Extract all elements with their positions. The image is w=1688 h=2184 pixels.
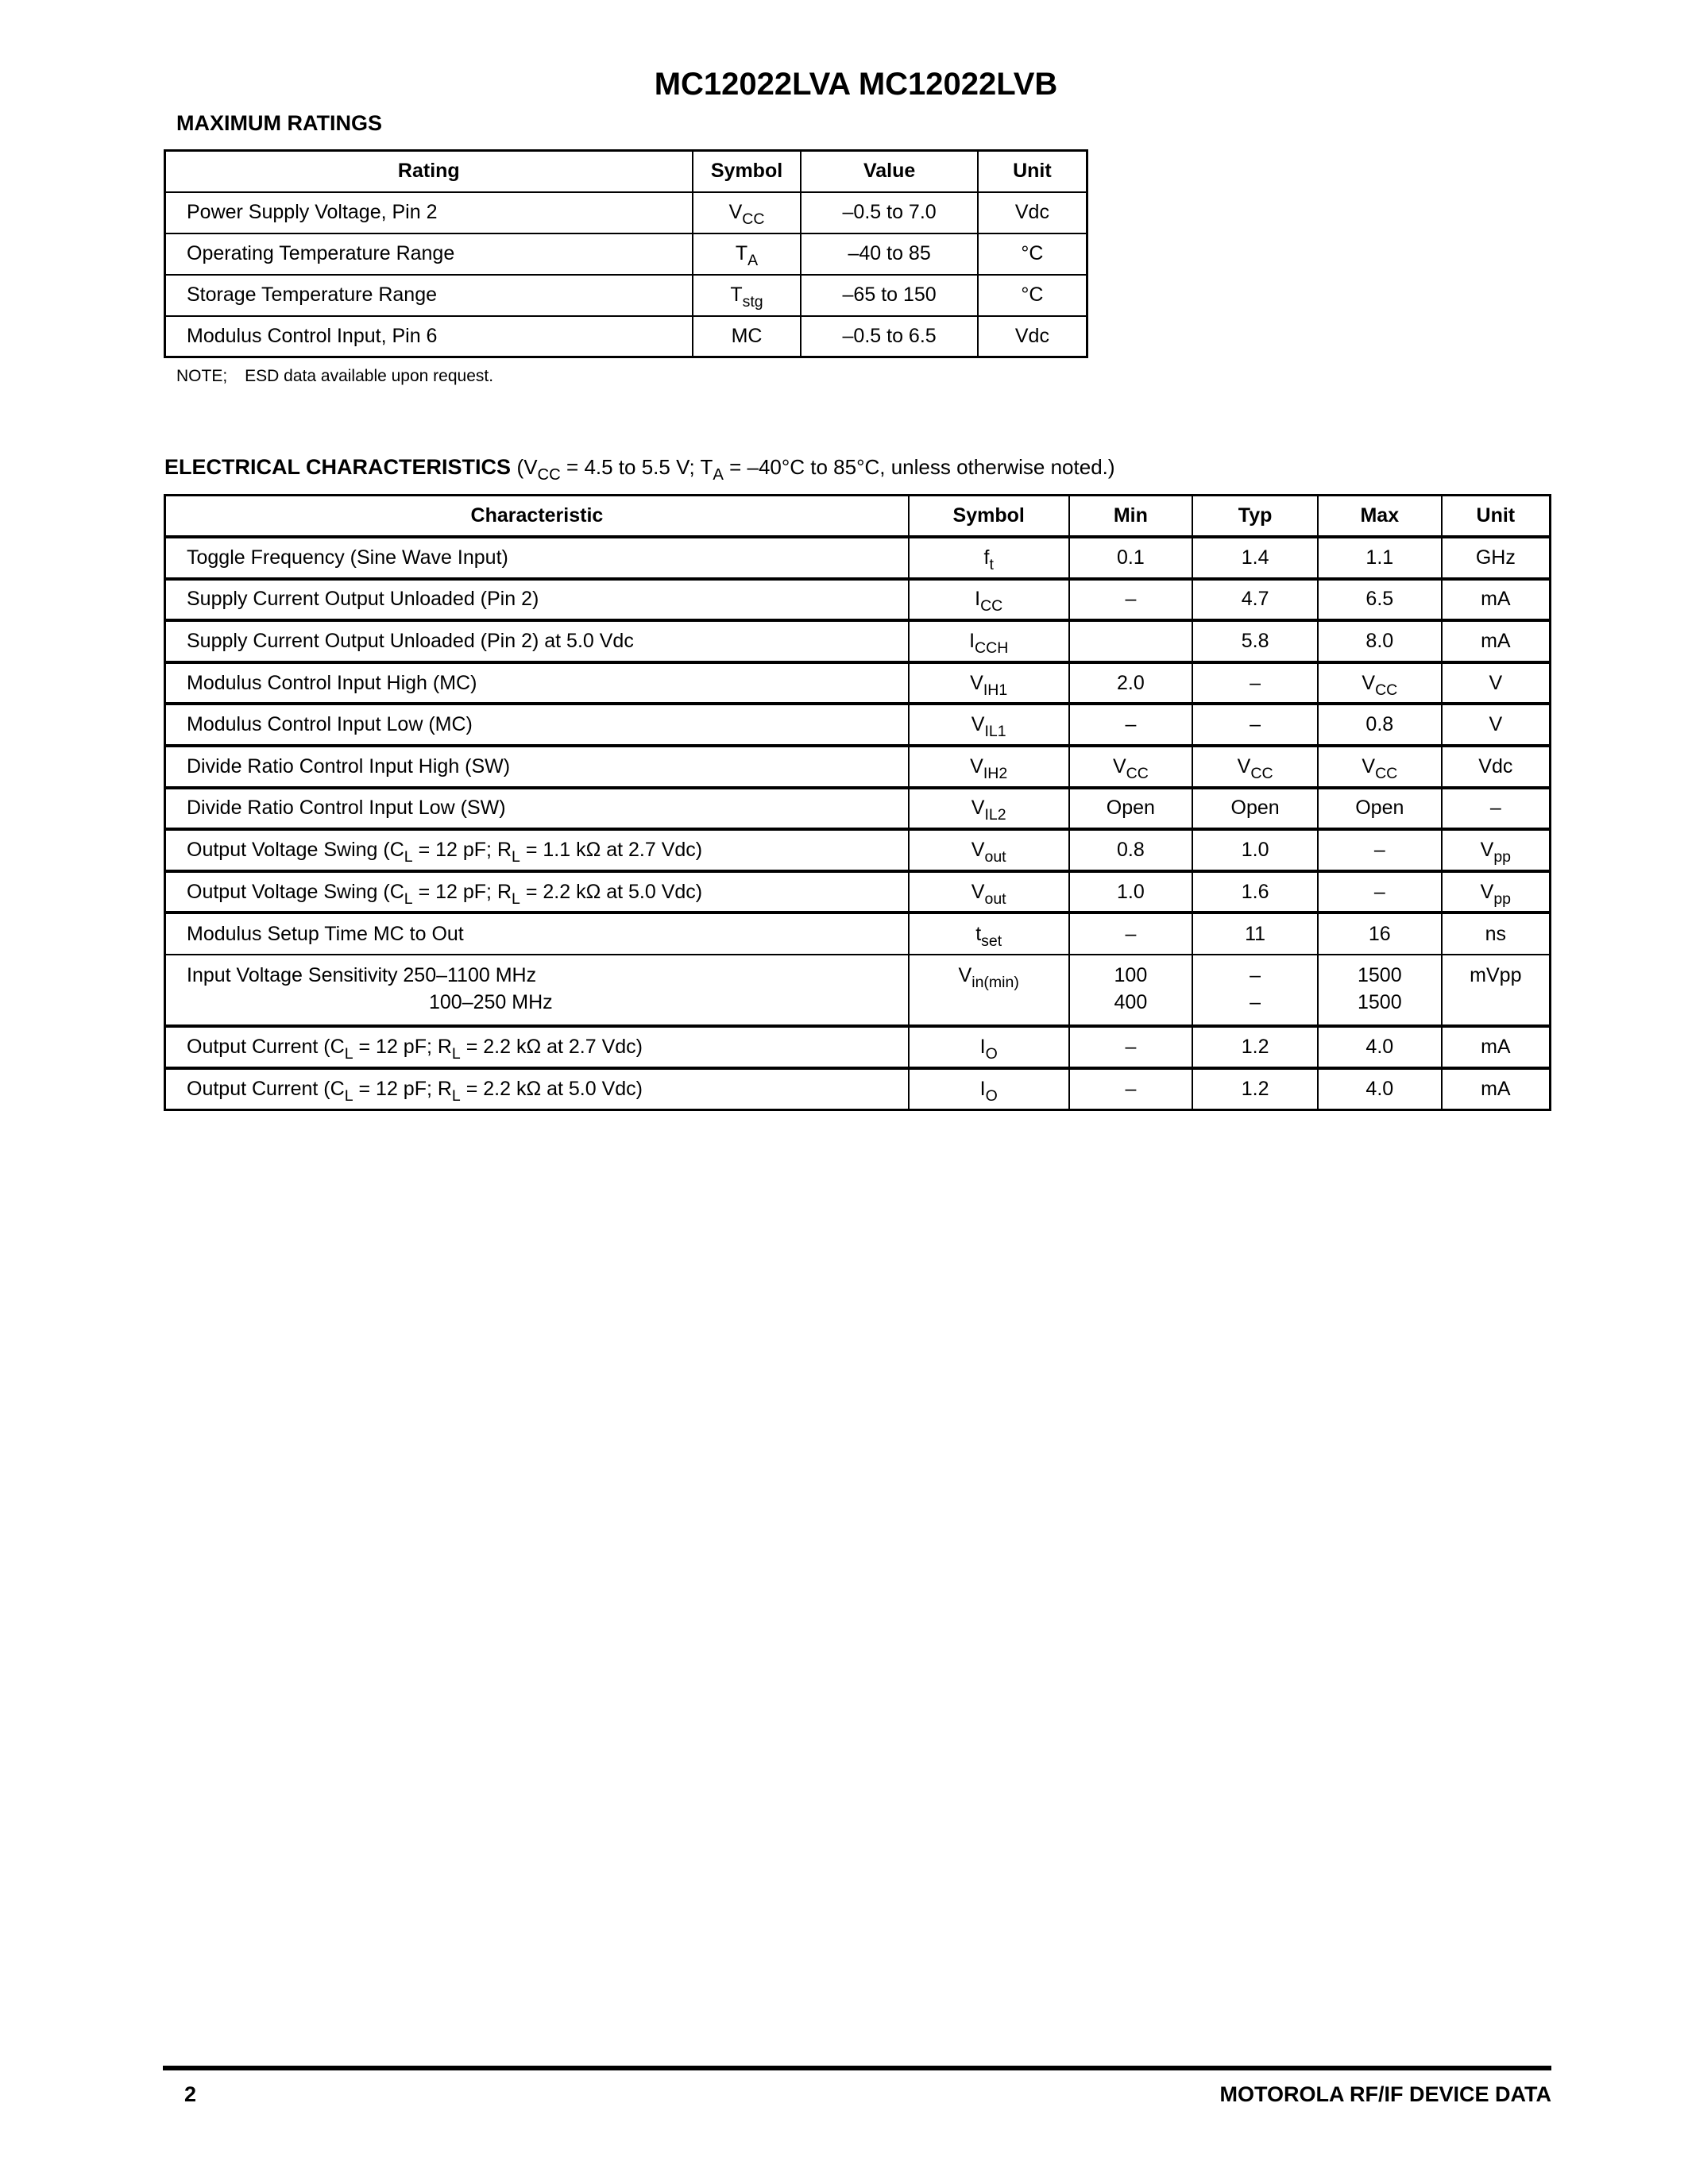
test-conditions: ($V_{CC} = 4.5$ to 5.5 V; $T_A = -40^\circ C$ to 85°C, unless otherwise noted.) — [516, 455, 1115, 484]
unit-cell: $V_{pp}$ — [1442, 871, 1551, 913]
symbol-cell: $I_O$ — [909, 1026, 1069, 1068]
rating-cell: Operating Temperature Range — [165, 233, 693, 275]
symbol-cell: $V_{IH1}$ — [909, 662, 1069, 704]
table-row — [165, 233, 1087, 275]
unit-cell: mA — [1442, 579, 1551, 621]
typ-cell: 1.6 — [1192, 871, 1318, 913]
max-ratings-heading: MAXIMUM RATINGS — [176, 111, 382, 135]
characteristic-cell: Output Voltage Swing ($C_L = 12$ pF; $R_L = 2.2$ kΩ at 5.0 Vdc) — [165, 871, 909, 913]
column-header-characteristic: Characteristic — [165, 496, 909, 538]
characteristic-cell: Output Current ($C_L = 12$ pF; $R_L = 2.2$ kΩ at 2.7 Vdc) — [165, 1026, 909, 1068]
symbol-cell: $V_{out}$ — [909, 871, 1069, 913]
table-row — [165, 316, 1087, 357]
characteristic-cell: Divide Ratio Control Input Low (SW) — [165, 788, 909, 830]
typ-cell: 5.8 — [1192, 620, 1318, 662]
column-header-symbol: Symbol — [909, 496, 1069, 538]
min-cell: Open — [1069, 788, 1193, 830]
symbol-cell: $f_t$ — [909, 537, 1069, 579]
min-cell: 0.8 — [1069, 829, 1193, 871]
characteristic-cell: Supply Current Output Unloaded (Pin 2) — [165, 579, 909, 621]
table-row — [165, 704, 1551, 746]
column-header-rating: Rating — [165, 151, 693, 192]
unit-cell: mA — [1442, 620, 1551, 662]
unit-cell: °C — [978, 275, 1087, 316]
max-cell: – — [1318, 871, 1442, 913]
value-cell: –40 to 85 — [801, 233, 977, 275]
note-text: ESD data available upon request. — [245, 367, 494, 385]
table-header-row — [165, 151, 1087, 192]
table-row — [165, 662, 1551, 704]
symbol-cell: $I_{CC}$ — [909, 579, 1069, 621]
table-row — [165, 746, 1551, 788]
table-row — [165, 1068, 1551, 1110]
unit-cell: Vdc — [1442, 746, 1551, 788]
unit-cell: $V_{pp}$ — [1442, 829, 1551, 871]
characteristic-cell: Toggle Frequency (Sine Wave Input) — [165, 537, 909, 579]
table-row — [165, 275, 1087, 316]
typ-cell: Open — [1192, 788, 1318, 830]
unit-cell: V — [1442, 704, 1551, 746]
symbol-cell: $V_{IL2}$ — [909, 788, 1069, 830]
rating-cell: Storage Temperature Range — [165, 275, 693, 316]
symbol-cell: $T_A$ — [693, 233, 802, 275]
min-cell: – — [1069, 1068, 1193, 1110]
min-cell: – — [1069, 913, 1193, 955]
table-row — [165, 1026, 1551, 1068]
unit-cell: ns — [1442, 913, 1551, 955]
unit-cell: Vdc — [978, 192, 1087, 233]
characteristic-cell: Input Voltage Sensitivity 250–1100 MHz 100–250 MHz — [165, 955, 909, 1026]
min-cell: 2.0 — [1069, 662, 1193, 704]
table-row — [165, 620, 1551, 662]
column-header-symbol: Symbol — [693, 151, 802, 192]
characteristic-cell: Modulus Control Input Low (MC) — [165, 704, 909, 746]
unit-cell: mVpp — [1442, 955, 1551, 1026]
characteristic-cell: Supply Current Output Unloaded (Pin 2) at 5.0 Vdc — [165, 620, 909, 662]
page-number: 2 — [184, 2082, 197, 2106]
table-row — [165, 579, 1551, 621]
esd-note — [176, 367, 493, 386]
characteristic-cell: Output Current ($C_L = 12$ pF; $R_L = 2.2$ kΩ at 5.0 Vdc) — [165, 1068, 909, 1110]
max-cell: 16 — [1318, 913, 1442, 955]
unit-cell: Vdc — [978, 316, 1087, 357]
max-cell: 4.0 — [1318, 1068, 1442, 1110]
characteristic-cell: Divide Ratio Control Input High (SW) — [165, 746, 909, 788]
min-cell: $V_{CC}$ — [1069, 746, 1193, 788]
max-cell: Open — [1318, 788, 1442, 830]
electrical-characteristics-table — [164, 494, 1551, 1111]
min-cell: 1.0 — [1069, 871, 1193, 913]
unit-cell: °C — [978, 233, 1087, 275]
unit-cell: – — [1442, 788, 1551, 830]
max-cell: 1500 1500 — [1318, 955, 1442, 1026]
table-header-row — [165, 496, 1551, 538]
typ-cell: $V_{CC}$ — [1192, 746, 1318, 788]
max-cell: 8.0 — [1318, 620, 1442, 662]
column-header-unit: Unit — [978, 151, 1087, 192]
footer-divider — [163, 2066, 1551, 2070]
rating-cell: Modulus Control Input, Pin 6 — [165, 316, 693, 357]
symbol-cell: $I_O$ — [909, 1068, 1069, 1110]
column-header-unit: Unit — [1442, 496, 1551, 538]
typ-cell: 1.2 — [1192, 1068, 1318, 1110]
min-cell: 0.1 — [1069, 537, 1193, 579]
characteristic-cell: Output Voltage Swing ($C_L = 12$ pF; $R_L = 1.1$ kΩ at 2.7 Vdc) — [165, 829, 909, 871]
typ-cell: – — [1192, 662, 1318, 704]
value-cell: –0.5 to 7.0 — [801, 192, 977, 233]
max-cell: $V_{CC}$ — [1318, 662, 1442, 704]
value-cell: –65 to 150 — [801, 275, 977, 316]
symbol-cell: $T_{stg}$ — [693, 275, 802, 316]
max-cell: 4.0 — [1318, 1026, 1442, 1068]
max-cell: $V_{CC}$ — [1318, 746, 1442, 788]
symbol-cell: $V_{CC}$ — [693, 192, 802, 233]
rating-cell: Power Supply Voltage, Pin 2 — [165, 192, 693, 233]
min-cell: – — [1069, 1026, 1193, 1068]
column-header-typ: Typ — [1192, 496, 1318, 538]
table-row — [165, 871, 1551, 913]
value-cell: –0.5 to 6.5 — [801, 316, 977, 357]
min-cell: 100 400 — [1069, 955, 1193, 1026]
table-row — [165, 788, 1551, 830]
characteristic-cell: Modulus Control Input High (MC) — [165, 662, 909, 704]
symbol-cell: $V_{IH2}$ — [909, 746, 1069, 788]
typ-cell: 1.2 — [1192, 1026, 1318, 1068]
symbol-cell: $V_{IL1}$ — [909, 704, 1069, 746]
max-cell: 6.5 — [1318, 579, 1442, 621]
table-row — [165, 192, 1087, 233]
table-row — [165, 913, 1551, 955]
column-header-value: Value — [801, 151, 977, 192]
symbol-cell: $I_{CCH}$ — [909, 620, 1069, 662]
publication-title: MOTOROLA RF/IF DEVICE DATA — [1219, 2082, 1551, 2106]
page-title: MC12022LVA MC12022LVB — [654, 67, 1058, 102]
typ-cell: 4.7 — [1192, 579, 1318, 621]
electrical-characteristics-heading: ELECTRICAL CHARACTERISTICS ($V_{CC} = 4.5$ to 5.5 V; $T_A = -40^\circ C$ to 85°C, unless otherwise noted.) — [164, 455, 1115, 484]
max-cell: 0.8 — [1318, 704, 1442, 746]
typ-cell: – — [1192, 704, 1318, 746]
typ-cell: – – — [1192, 955, 1318, 1026]
table-row — [165, 955, 1551, 1026]
min-cell: – — [1069, 579, 1193, 621]
column-header-max: Max — [1318, 496, 1442, 538]
unit-cell: mA — [1442, 1068, 1551, 1110]
column-header-min: Min — [1069, 496, 1193, 538]
typ-cell: 1.0 — [1192, 829, 1318, 871]
min-cell — [1069, 620, 1193, 662]
max-ratings-table — [164, 149, 1088, 358]
table-row — [165, 537, 1551, 579]
max-cell: – — [1318, 829, 1442, 871]
characteristic-cell: Modulus Setup Time MC to Out — [165, 913, 909, 955]
typ-cell: 11 — [1192, 913, 1318, 955]
note-label: NOTE; — [176, 367, 228, 385]
typ-cell: 1.4 — [1192, 537, 1318, 579]
symbol-cell: $V_{out}$ — [909, 829, 1069, 871]
unit-cell: V — [1442, 662, 1551, 704]
unit-cell: GHz — [1442, 537, 1551, 579]
unit-cell: mA — [1442, 1026, 1551, 1068]
table-row — [165, 829, 1551, 871]
symbol-cell: $t_{set}$ — [909, 913, 1069, 955]
symbol-cell: MC — [693, 316, 802, 357]
min-cell: – — [1069, 704, 1193, 746]
symbol-cell: $V_{in(min)}$ — [909, 955, 1069, 1026]
max-cell: 1.1 — [1318, 537, 1442, 579]
